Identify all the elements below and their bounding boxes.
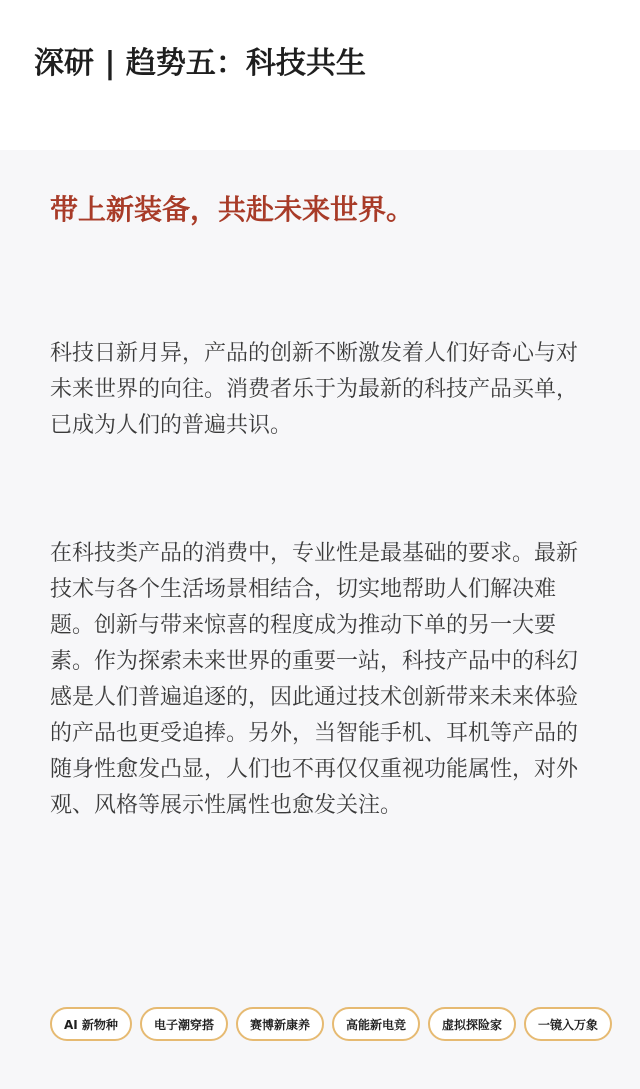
page-title: 深研 | 趋势五：科技共生 (34, 46, 366, 81)
tag-ai-new-species[interactable]: AI 新物种 (50, 1007, 132, 1041)
tag-lens-universe[interactable]: 一镜入万象 (524, 1007, 612, 1041)
header (0, 0, 640, 150)
paragraph-1: 科技日新月异，产品的创新不断激发着人们好奇心与对未来世界的向往。消费者乐于为最新的科技产品买单，已成为人们的普遍共识。 (50, 341, 579, 438)
tag-electronic-fashion[interactable]: 电子潮穿搭 (140, 1007, 228, 1041)
tag-cyber-wellness[interactable]: 赛博新康养 (236, 1007, 324, 1041)
paragraph-2: 在科技类产品的消费中，专业性是最基础的要求。最新技术与各个生活场景相结合，切实地帮助人们解决难题。创新与带来惊喜的程度成为推动下单的另一大要素。作为探索未来世界的重要一站，科技产品中的科幻感是人们普遍追逐的，因此通过技术创新带来未来体验的产品也更受追捧。另外，当智能手机、耳机等产品的随身性愈发凸显，人们也不再仅仅重视功能属性，对外观、风格等展示性属性也愈发关注。 (50, 541, 579, 818)
tag-list (50, 1007, 612, 1041)
headline: 带上新装备，共赴未来世界。 (50, 193, 415, 226)
tag-virtual-explorer[interactable]: 虚拟探险家 (428, 1007, 516, 1041)
content-card (0, 150, 640, 1089)
tag-esports[interactable]: 高能新电竞 (332, 1007, 420, 1041)
